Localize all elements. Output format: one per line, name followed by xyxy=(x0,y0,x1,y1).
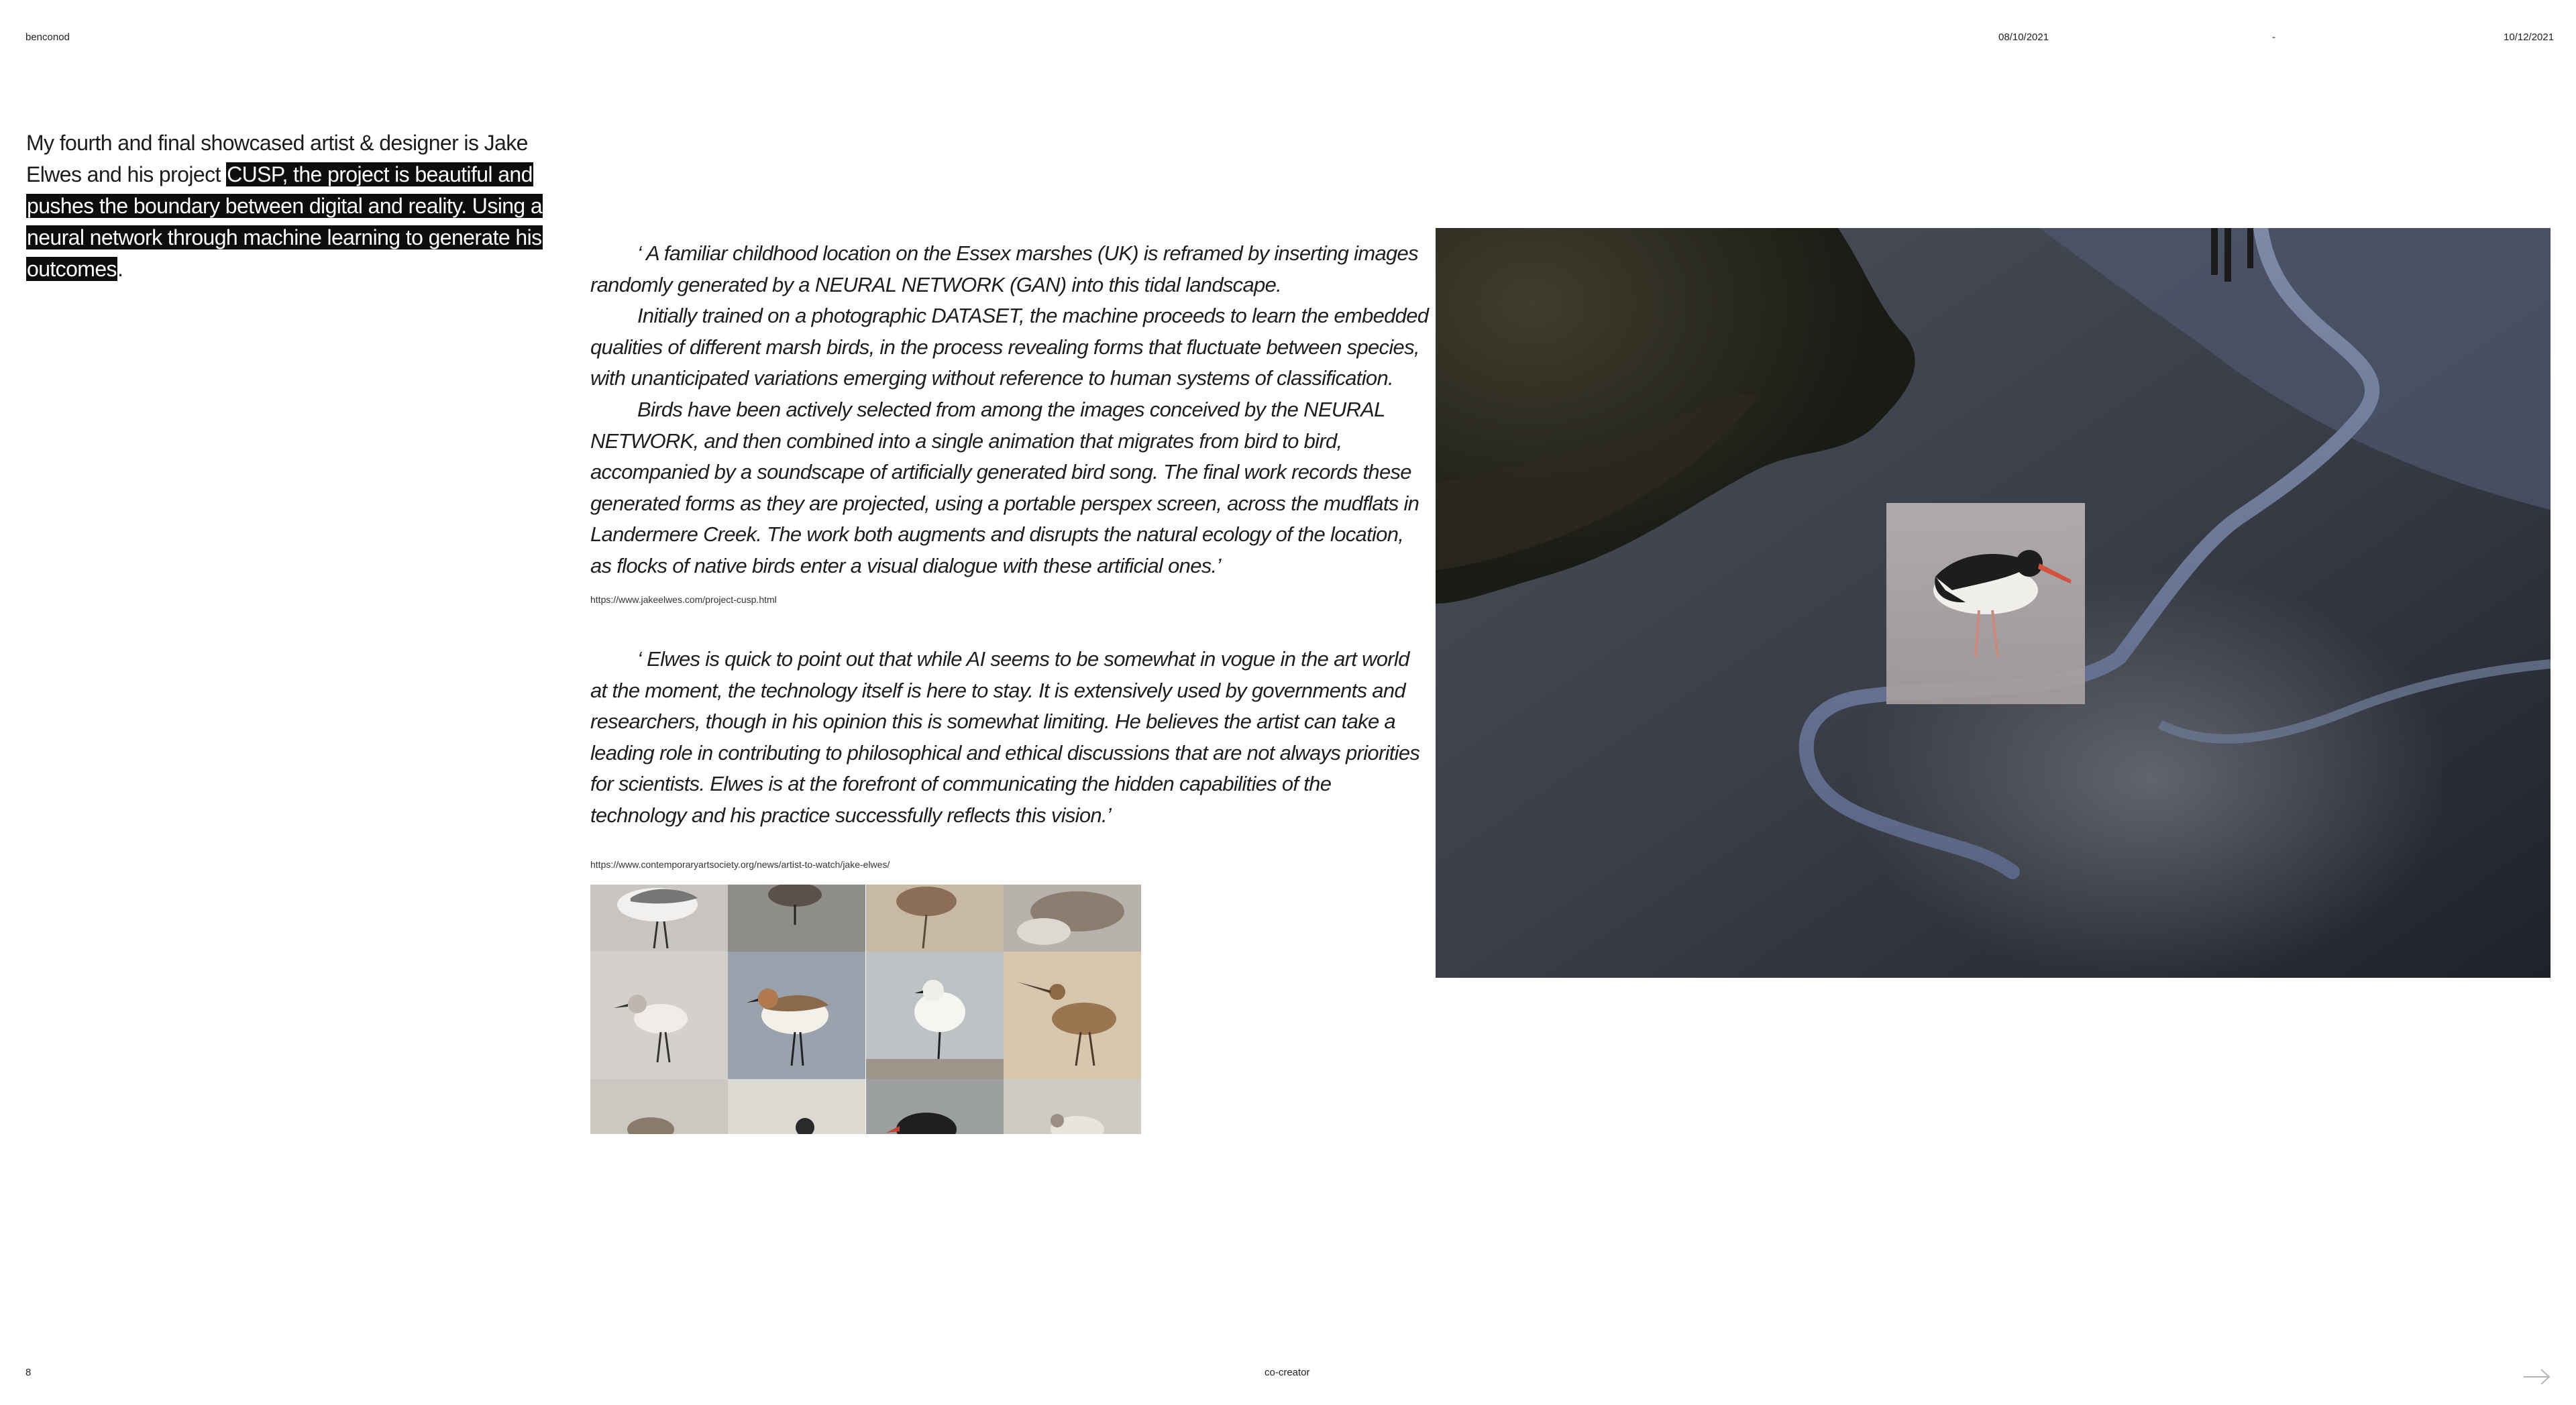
quote-paragraph: ‘ A familiar childhood location on the Essex marshes (UK) is reframed by inserting images randomly generated by a NEURAL NETWORK (GAN) into this tidal landscape. xyxy=(590,241,1418,296)
intro-tail: . xyxy=(117,257,123,281)
marsh-photo-illustration xyxy=(1436,228,2551,978)
quote-cusp xyxy=(590,238,1429,582)
bird-thumbnail-image xyxy=(1004,885,1141,952)
date-start: 08/10/2021 xyxy=(1998,32,2049,43)
bird-thumbnail xyxy=(866,952,1004,1079)
bird-thumbnail xyxy=(1004,885,1141,952)
bird-thumbnail xyxy=(1004,1079,1141,1134)
bird-thumbnail xyxy=(728,885,865,952)
bird-thumbnail-image xyxy=(728,885,865,952)
date-end: 10/12/2021 xyxy=(2504,32,2555,43)
marsh-photo xyxy=(1436,228,2551,978)
intro-highlight: CUSP, the project is beautiful and pushes the boundary between digital and reality. Using a neural network through machine learning to generate his outcomes xyxy=(27,162,543,281)
intro-text xyxy=(26,127,570,285)
date-separator: - xyxy=(2272,32,2275,43)
quote-paragraph: Birds have been actively selected from among the images conceived by the NEURAL NETWORK, and then combined into a single animation that migrates from bird to bird, accompanied by a soundscape of artificially generated bird song. The final work records these generated forms as they are projected, using a portable perspex screen, across the mudflats in Landermere Creek. The work both augments and disrupts the natural ecology of the location, as flocks of native birds enter a visual dialogue with these artificial ones.’ xyxy=(590,397,1419,577)
bird-thumbnail-image xyxy=(866,885,1004,952)
page-number: 8 xyxy=(25,1367,32,1378)
bird-thumbnail-image xyxy=(1004,1079,1141,1134)
bird-thumbnail xyxy=(866,885,1004,952)
bird-thumbnail xyxy=(728,1079,865,1134)
bird-thumbnail xyxy=(590,1079,728,1134)
bird-thumbnail xyxy=(1004,952,1141,1079)
quote-elwes xyxy=(590,644,1429,832)
bird-grid xyxy=(590,885,1141,1134)
author-name: benconod xyxy=(25,32,70,43)
bird-thumbnail-image xyxy=(728,1079,865,1134)
bird-thumbnail-image xyxy=(866,1079,1004,1134)
bird-thumbnail xyxy=(866,1079,1004,1134)
bird-thumbnail-image xyxy=(590,1079,728,1134)
bird-thumbnail-image xyxy=(590,952,728,1079)
bird-thumbnail xyxy=(590,952,728,1079)
arrow-right-icon-glyph xyxy=(2522,1367,2552,1387)
bird-thumbnail xyxy=(590,885,728,952)
bird-thumbnail xyxy=(728,952,865,1079)
bird-thumbnail-image xyxy=(866,952,1004,1079)
source-link-cas[interactable]: https://www.contemporaryartsociety.org/news/artist-to-watch/jake-elwes/ xyxy=(590,859,890,870)
bird-thumbnail-image xyxy=(728,952,865,1079)
bird-thumbnail-image xyxy=(590,885,728,952)
source-link-cusp[interactable]: https://www.jakeelwes.com/project-cusp.html xyxy=(590,594,777,605)
arrow-right-icon[interactable] xyxy=(2522,1367,2552,1390)
section-label: co-creator xyxy=(1265,1367,1310,1378)
quote-paragraph: Initially trained on a photographic DATASET, the machine proceeds to learn the embedded qualities of different marsh birds, in the process revealing forms that fluctuate between species, with unanticipated variations emerging without reference to human systems of classification. xyxy=(590,304,1429,390)
intro-lead: My fourth and final showcased artist & designer is Jake Elwes and his project xyxy=(26,131,528,186)
quote-paragraph: ‘ Elwes is quick to point out that while AI seems to be somewhat in vogue in the art world at the moment, the technology itself is here to stay. It is extensively used by governments and researchers, though in his opinion this is somewhat limiting. He believes the artist can take a leading role in contributing to philosophical and ethical discussions that are not always priorities for scientists. Elwes is at the forefront of communicating the hidden capabilities of the technology and his practice successfully reflects this vision.’ xyxy=(590,647,1420,827)
bird-thumbnail-image xyxy=(1004,952,1141,1079)
